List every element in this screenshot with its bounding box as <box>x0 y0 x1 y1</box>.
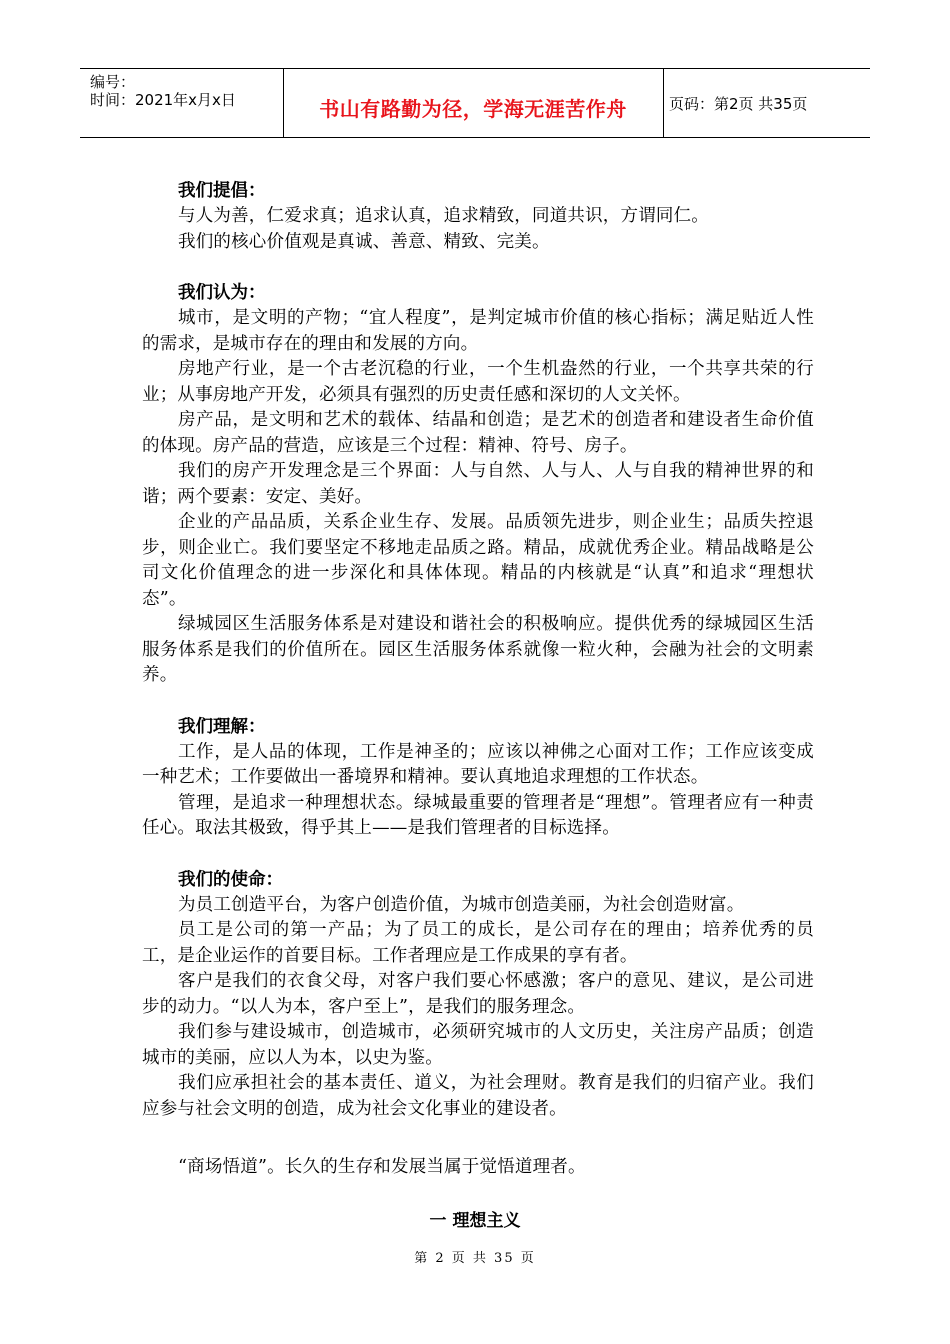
section-heading-advocate: 我们提倡： <box>178 181 266 201</box>
header-page-cell <box>663 69 870 137</box>
chapter-title: 一 理想主义 <box>429 1211 521 1231</box>
section-heading-believe: 我们认为： <box>178 283 266 303</box>
page-footer: 第 2 页 共 35 页 <box>414 1251 536 1266</box>
closing-paragraph: “商场悟道”。长久的生存和发展当属于觉悟道理者。 <box>178 1157 586 1177</box>
paragraph: 城市，是文明的产物；“宜人程度”，是判定城市价值的核心指标；满足贴近人性的需求，是城市存在的理由和发展的方向。 <box>142 308 814 354</box>
paragraph: 我们的核心价值观是真诚、善意、精致、完美。 <box>178 231 550 252</box>
header-page-info: 页码：第2页 共35页 <box>669 95 808 113</box>
page-header <box>80 68 870 138</box>
paragraph: 绿城园区生活服务体系是对建设和谐社会的积极响应。提供优秀的绿城园区生活服务体系是我们的价值所在。园区生活服务体系就像一粒火种，会融为社会的文明素养。 <box>142 614 814 685</box>
paragraph: 员工是公司的第一产品；为了员工的成长，是公司存在的理由；培养优秀的员工，是企业运作的首要目标。工作者理应是工作成果的享有者。 <box>142 920 814 966</box>
paragraph: 我们的房产开发理念是三个界面：人与自然、人与人、人与自我的精神世界的和谐；两个要素：安定、美好。 <box>142 461 814 507</box>
header-motto-cell <box>283 69 664 137</box>
section-heading-mission: 我们的使命： <box>178 869 283 890</box>
paragraph: 与人为善，仁爱求真；追求认真，追求精致，同道共识，方谓同仁。 <box>178 206 709 226</box>
section-heading-understand: 我们理解： <box>178 716 266 737</box>
date-label: 时间：2021年x月x日 <box>90 91 236 109</box>
paragraph: 房地产行业，是一个古老沉稳的行业，一个生机盎然的行业，一个共享共荣的行业；从事房地产开发，必须具有强烈的历史责任感和深切的人文关怀。 <box>142 359 814 405</box>
number-label: 编号： <box>90 73 136 91</box>
paragraph: 房产品，是文明和艺术的载体、结晶和创造；是艺术的创造者和建设者生命价值的体现。房产品的营造，应该是三个过程：精神、符号、房子。 <box>142 410 814 456</box>
paragraph: 企业的产品品质，关系企业生存、发展。品质领先进步，则企业生；品质失控退步，则企业亡。我们要坚定不移地走品质之路。精品，成就优秀企业。精品战略是公司文化价值理念的进一步深化和具体体现。精品的内核就是“认真”和追求“理想状态”。 <box>142 512 814 609</box>
header-meta-cell <box>80 69 284 137</box>
paragraph: 管理，是追求一种理想状态。绿城最重要的管理者是“理想”。管理者应有一种责任心。取法其极致，得乎其上——是我们管理者的目标选择。 <box>142 792 814 838</box>
paragraph: 工作，是人品的体现，工作是神圣的；应该以神佛之心面对工作；工作应该变成一种艺术；工作要做出一番境界和精神。要认真地追求理想的工作状态。 <box>142 741 814 787</box>
document-body <box>142 178 814 1181</box>
paragraph: 我们参与建设城市，创造城市，必须研究城市的人文历史，关注房产品质；创造城市的美丽，应以人为本，以史为鉴。 <box>142 1022 814 1068</box>
paragraph: 我们应承担社会的基本责任、道义，为社会理财。教育是我们的归宿产业。我们应参与社会文明的创造，成为社会文化事业的建设者。 <box>142 1073 814 1119</box>
paragraph: 客户是我们的衣食父母，对客户我们要心怀感激；客户的意见、建议，是公司进步的动力。“以人为本，客户至上”，是我们的服务理念。 <box>142 971 814 1017</box>
paragraph: 为员工创造平台，为客户创造价值，为城市创造美丽，为社会创造财富。 <box>178 894 745 915</box>
header-motto: 书山有路勤为径，学海无涯苦作舟 <box>319 97 627 121</box>
